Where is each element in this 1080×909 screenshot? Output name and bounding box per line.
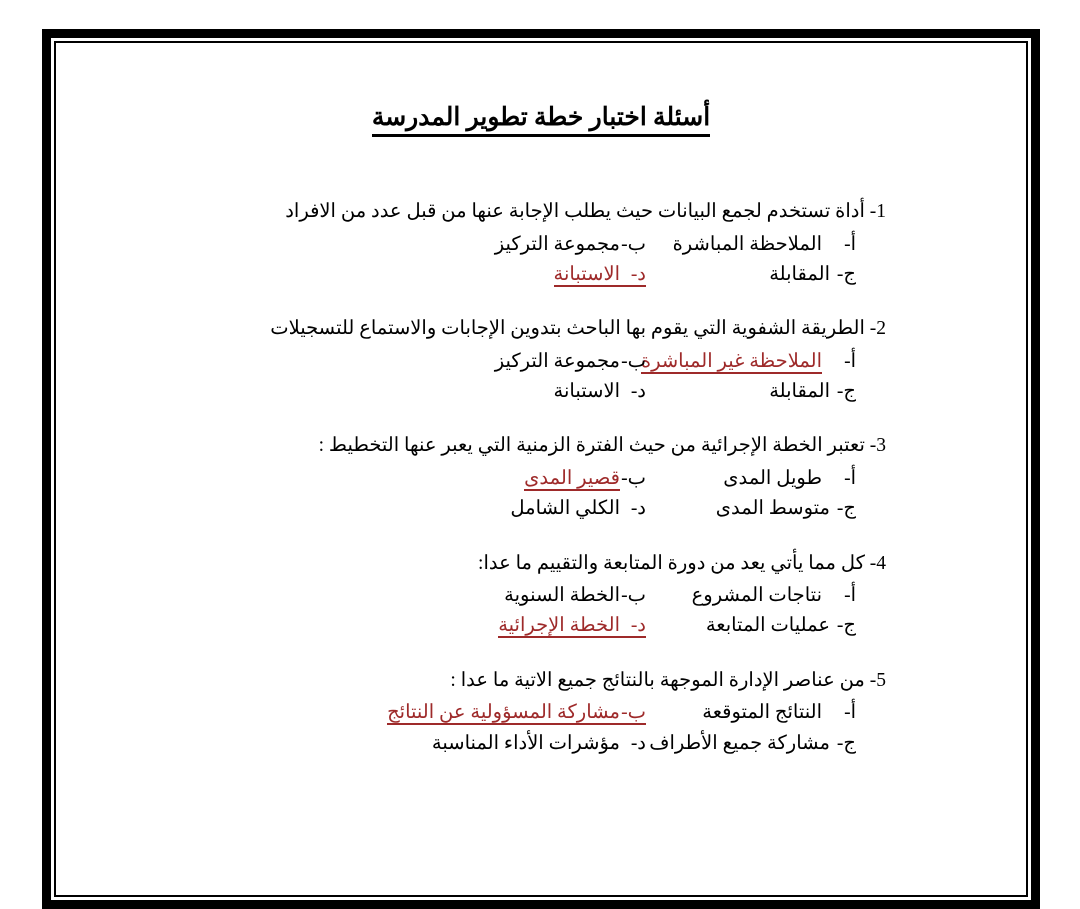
option-d-label: د- (630, 381, 646, 403)
options-row (56, 377, 1026, 407)
option-a-label: أ- (844, 585, 856, 607)
option-d-text: الكلي الشامل (510, 498, 620, 520)
correct-answer-a: الملاحظة غير المباشرة (640, 350, 822, 372)
option-c[interactable] (646, 260, 1026, 290)
option-b[interactable] (226, 464, 646, 494)
option-a[interactable] (646, 581, 1026, 611)
page-inner-border (54, 41, 1028, 897)
options-row (56, 230, 1026, 260)
option-c-label: ج- (836, 381, 856, 403)
option-c-text: المقابلة (769, 263, 830, 285)
options-row (56, 347, 1026, 377)
options-group (56, 581, 1026, 641)
option-b-label: ب- (621, 233, 646, 255)
question-stem-text: من عناصر الإدارة الموجهة بالنتائج جميع الاتية ما عدا : (450, 669, 865, 691)
options-row (56, 260, 1026, 290)
question-stem-text: تعتبر الخطة الإجرائية من حيث الفترة الزمنية التي يعبر عنها التخطيط : (318, 435, 865, 457)
option-a-text: الملاحظة المباشرة (672, 233, 822, 255)
option-d-label: د- (630, 732, 646, 754)
option-b[interactable] (226, 230, 646, 260)
option-d[interactable] (226, 377, 646, 407)
question-item (56, 316, 1026, 407)
option-b-text: مجموعة التركيز (494, 233, 620, 255)
options-group (56, 698, 1026, 758)
option-c[interactable] (646, 494, 1026, 524)
options-row (56, 611, 1026, 641)
options-group (56, 230, 1026, 290)
option-d-text: الاستبانة (553, 381, 620, 403)
option-d[interactable] (226, 611, 646, 641)
option-c[interactable] (646, 729, 1026, 759)
correct-answer-b: قصير المدى (524, 468, 620, 490)
option-a-text: النتائج المتوقعة (702, 702, 822, 724)
correct-answer-b (387, 702, 646, 725)
question-item (56, 199, 1026, 290)
option-d-text: مؤشرات الأداء المناسبة (431, 732, 620, 754)
question-number: 1- (869, 201, 886, 222)
options-row (56, 729, 1026, 759)
option-d-label: د- (630, 615, 646, 637)
options-group (56, 347, 1026, 407)
question-number: 2- (869, 318, 886, 340)
option-b-label: ب- (621, 702, 646, 724)
option-b-label: ب- (621, 585, 646, 607)
option-d[interactable] (226, 494, 646, 524)
option-d-text: الاستبانة (553, 263, 620, 285)
option-c-label: ج- (836, 615, 856, 637)
option-b-label: ب- (621, 468, 646, 490)
question-item (56, 433, 1026, 524)
page-title-text: أسئلة اختبار خطة تطوير المدرسة (372, 103, 710, 137)
question-stem-text: الطريقة الشفوية التي يقوم بها الباحث بتدوين الإجابات والاستماع للتسجيلات (270, 318, 865, 340)
option-a[interactable] (646, 230, 1026, 260)
options-row (56, 464, 1026, 494)
option-a-label: أ- (844, 468, 856, 490)
option-a-label: أ- (844, 702, 856, 724)
option-c[interactable] (646, 611, 1026, 641)
options-row (56, 698, 1026, 728)
option-b-label: ب- (621, 350, 646, 372)
option-c-text: عمليات المتابعة (705, 615, 830, 637)
option-a[interactable] (646, 464, 1026, 494)
options-group (56, 464, 1026, 524)
option-b-text: الخطة السنوية (504, 585, 620, 607)
document-page (42, 29, 1040, 909)
option-a-label: أ- (844, 233, 856, 255)
correct-answer-d (498, 615, 646, 638)
question-stem (56, 199, 1026, 225)
option-a-text: طويل المدى (723, 468, 822, 490)
question-stem (56, 316, 1026, 342)
option-b[interactable] (226, 698, 646, 728)
question-item (56, 551, 1026, 642)
option-d-text: الخطة الإجرائية (498, 615, 620, 637)
option-c-text: المقابلة (769, 381, 830, 403)
option-d[interactable] (226, 729, 646, 759)
question-stem (56, 433, 1026, 459)
option-a[interactable] (640, 347, 1026, 377)
question-number: 3- (869, 435, 886, 457)
question-stem (56, 668, 1026, 694)
question-item (56, 668, 1026, 759)
option-c-text: مشاركة جميع الأطراف (649, 732, 830, 754)
question-stem (56, 551, 1026, 577)
option-d[interactable] (226, 260, 646, 290)
question-stem-text: أداة تستخدم لجمع البيانات حيث يطلب الإجابة عنها من قبل عدد من الافراد (285, 201, 865, 222)
option-b-text: مشاركة المسؤولية عن النتائج (387, 702, 620, 724)
question-number: 4- (869, 552, 886, 574)
option-c-label: ج- (836, 732, 856, 754)
questions-list (56, 199, 1026, 759)
correct-answer-d (554, 264, 646, 287)
option-d-label: د- (630, 498, 646, 520)
option-b[interactable] (226, 581, 646, 611)
option-c-label: ج- (836, 498, 856, 520)
option-b-text: مجموعة التركيز (494, 350, 620, 372)
option-a[interactable] (646, 698, 1026, 728)
option-b[interactable] (226, 347, 646, 377)
options-row (56, 494, 1026, 524)
option-c-label: ج- (836, 263, 856, 285)
page-content (56, 43, 1026, 895)
question-number: 5- (869, 669, 886, 691)
option-c[interactable] (646, 377, 1026, 407)
option-d-label: د- (630, 263, 646, 285)
question-stem-text: كل مما يأتي يعد من دورة المتابعة والتقييم ما عدا: (478, 552, 865, 574)
page-title (56, 43, 1026, 137)
option-c-text: متوسط المدى (715, 498, 830, 520)
option-a-text: نتاجات المشروع (691, 585, 822, 607)
option-a-label: أ- (844, 350, 856, 372)
options-row (56, 581, 1026, 611)
